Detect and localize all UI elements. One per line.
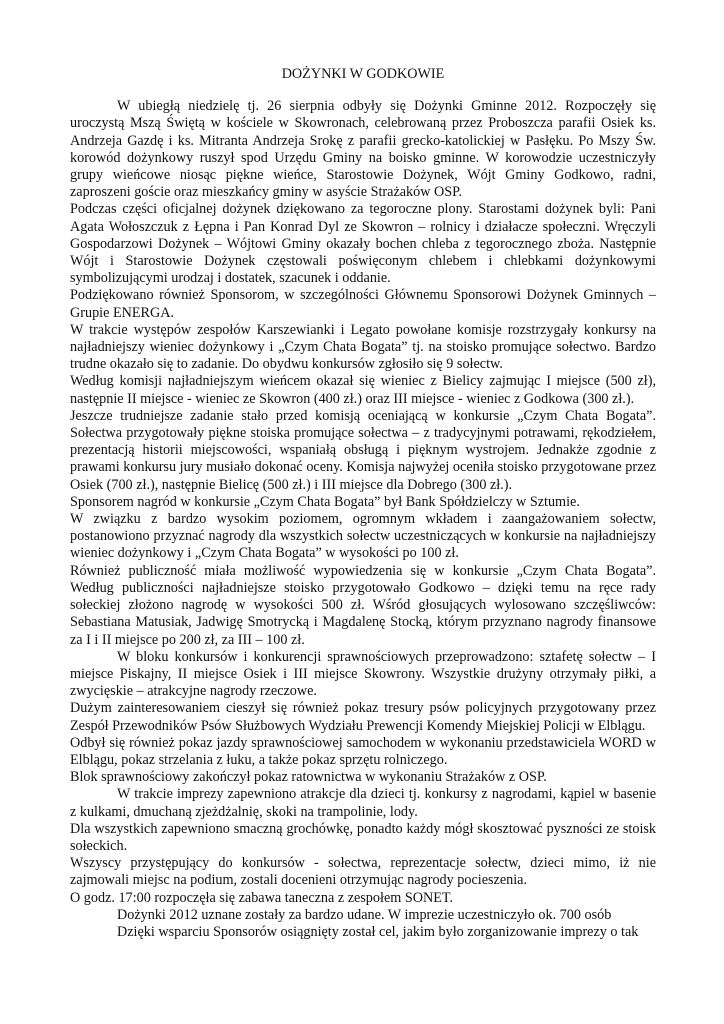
paragraph-thanks: Dzięki wsparciu Sponsorów osiągnięty został cel, jakim było zorganizowanie imprezy o tak <box>117 923 639 940</box>
paragraph-kids-attractions: W trakcie imprezy zapewniono atrakcje dla dzieci tj. konkursy z nagrodami, kąpiel w basenie z kulkami, dmuchaną zjeżdżalnię, skoki na trampolinie, lody. <box>70 786 656 820</box>
document-title: DOŻYNKI W GODKOWIE <box>281 66 445 82</box>
paragraph-consolation-prizes: Wszyscy przystępujący do konkursów - sołectwa, reprezentacje sołectw, dzieci mimo, iż nie zajmowali miejsc na podium, zostali docenieni otrzymując nagrody pocieszenia. <box>70 855 656 889</box>
paragraph-dance: O godz. 17:00 rozpoczęła się zabawa taneczna z zespołem SONET. <box>70 889 454 906</box>
paragraph-driving-show: Odbył się również pokaz jazdy sprawnościowej samochodem w wykonaniu przedstawiciela WORD w Elblągu, pokaz strzelania z łuku, a także pokaz sprzętu rolniczego. <box>70 734 656 768</box>
document-body <box>70 66 656 941</box>
paragraph-food: Dla wszystkich zapewniono smaczną grochówkę, ponadto każdy mógł skosztować pyszności ze stoisk sołeckich. <box>70 820 656 854</box>
paragraph-stand-results: Jeszcze trudniejsze zadanie stało przed komisją oceniającą w konkursie „Czym Chata Bogata”. Sołectwa przygotowały piękne stoiska promujące sołectwa – z tradycyjnymi potrawami, rękodziełem, prezentacją historii miejscowości, wspaniałą obsługą i pięknym wystrojem. Jednakże zgodnie z prawami konkursu jury musiało dokonać oceny. Komisja najwyżej oceniła stoisko przygotowane przez Osiek (700 zł.), następnie Bielicę (500 zł.) i III miejsce dla Dobrego (300 zł.). <box>70 407 656 493</box>
paragraph-all-awards: W związku z bardzo wysokim poziomem, ogromnym wkładem i zaangażowaniem sołectw, postanowiono przyznać nagrody dla wszystkich sołectw uczestniczących w konkursie na najładniejszy wieniec dożynkowy i „Czym Chata Bogata” w wysokości po 100 zł. <box>70 511 656 562</box>
paragraph-stand-sponsor: Sponsorem nagród w konkursie „Czym Chata Bogata” był Bank Spółdzielczy w Sztumie. <box>70 493 580 510</box>
paragraph-rescue-show: Blok sprawnościowy zakończył pokaz ratownictwa w wykonaniu Strażaków z OSP. <box>70 769 547 786</box>
paragraph-sponsors: Podziękowano również Sponsorom, w szczególności Głównemu Sponsorowi Dożynek Gminnych – Grupie ENERGA. <box>70 287 656 321</box>
paragraph-fitness-contests: W bloku konkursów i konkurencji sprawnościowych przeprowadzono: sztafetę sołectw – I miejsce Piskajny, II miejsce Osiek i III miejsce Skowrony. Wszystkie drużyny otrzymały piłki, a zwycięskie – atrakcyjne nagrody rzeczowe. <box>70 648 656 700</box>
paragraph-wreath-results: Według komisji najładniejszym wieńcem okazał się wieniec z Bielicy zajmując I miejsce (500 zł), następnie II miejsce - wieniec ze Skowron (400 zł.) oraz III miejsce - wieniec z Godkowa (300 zł.). <box>70 373 656 407</box>
paragraph-police-dogs: Dużym zainteresowaniem cieszył się również pokaz tresury psów policyjnych przygotowany przez Zespół Przewodników Psów Służbowych Wydziału Prewencji Komendy Miejskiej Policji w Elblągu. <box>70 700 656 734</box>
paragraph-mass-and-procession: W ubiegłą niedzielę tj. 26 sierpnia odbyły się Dożynki Gminne 2012. Rozpoczęły się uroczystą Mszą Świętą w kościele w Skowronach, celebrowaną przez Proboszcza parafii Osiek ks. Andrzeja Gazdę i ks. Mitranta Andrzeja Srokę z parafii grecko-katolickiej w Pasłęku. Po Mszy Św. korowód dożynkowy ruszył spod Urzędu Gminy na boisko gminne. W korowodzie uczestniczyły grupy wieńcowe niosąc piękne wieńce, Starostowie Dożynek, Wójt Gminy Godkowo, radni, zaproszeni goście oraz mieszkańcy gminy w asyście Strażaków OSP. <box>70 98 656 201</box>
paragraph-summary: Dożynki 2012 uznane zostały za bardzo udane. W imprezie uczestniczyło ok. 700 osób <box>117 906 612 923</box>
paragraph-public-vote: Również publiczność miała możliwość wypowiedzenia się w konkursie „Czym Chata Bogata”. Według publiczności najładniejsze stoisko przygotowało Godkowo – dzięki temu na ręce rady sołeckiej złożono nagrodę w wysokości 500 zł. Wśród głosujących wylosowano szczęśliwców: Sebastiana Matusiak, Jadwigę Smotrycką i Magdalenę Stocką, którym przyznano nagrody finansowe za I i II miejsce po 200 zł, za III – 100 zł. <box>70 562 656 648</box>
paragraph-official-part: Podczas części oficjalnej dożynek dziękowano za tegoroczne plony. Starostami dożynek byli: Pani Agata Wołoszczuk z Łępna i Pan Konrad Dyl ze Skowron – rolnicy i działacze społeczni. Wręczyli Gospodarzowi Dożynek – Wójtowi Gminy okazały bochen chleba z tegorocznego zboża. Następnie Wójt i Starostowie Dożynek częstowali poświęconym chlebem i chlebkami dożynkowymi symbolizującymi urodzaj i dostatek, szacunek i oddanie. <box>70 201 656 287</box>
paragraph-contests: W trakcie występów zespołów Karszewianki i Legato powołane komisje rozstrzygały konkursy na najładniejszy wieniec dożynkowy i „Czym Chata Bogata” tj. na stoisko promujące sołectwo. Bardzo trudne okazało się to zadanie. Do obydwu konkursów zgłosiło się 9 sołectw. <box>70 321 656 373</box>
